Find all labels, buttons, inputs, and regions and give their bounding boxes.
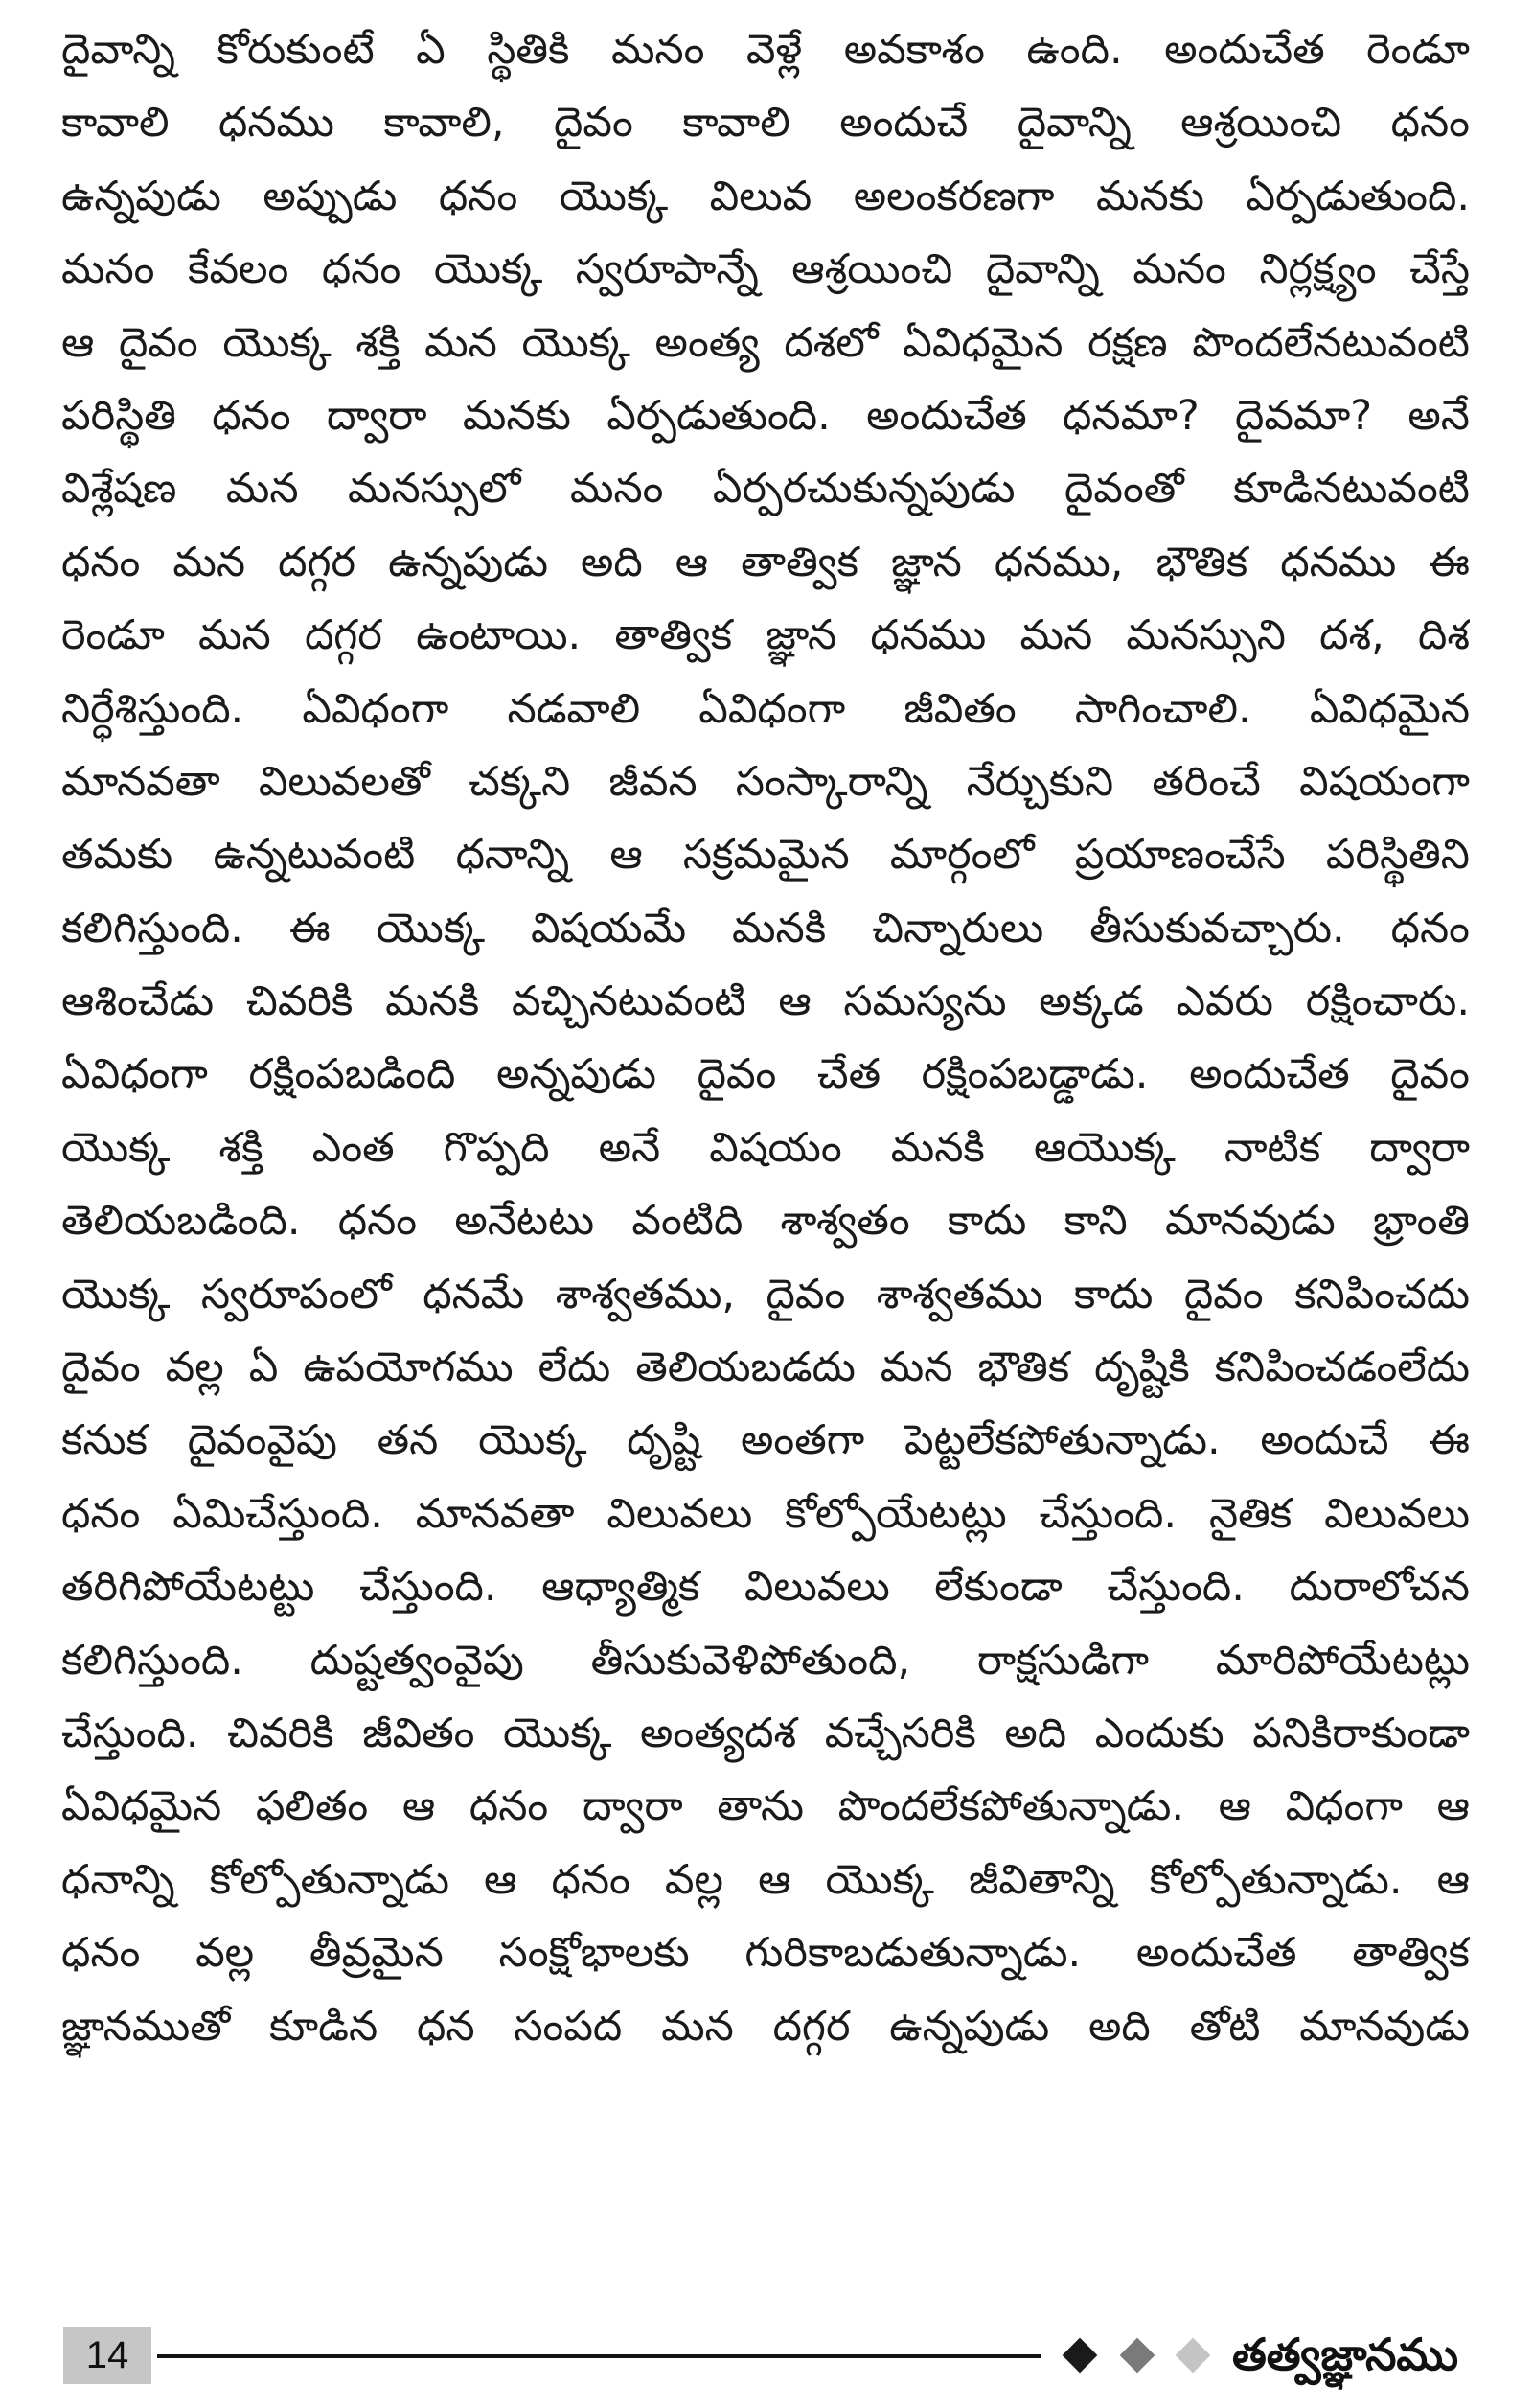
text-line: కలిగిస్తుంది. ఈ యొక్క విషయమే మనకి చిన్నారులు తీసుకువచ్చారు. ధనం — [61, 904, 1470, 952]
text-line: ధనం వల్ల తీవ్రమైన సంక్షోభాలకు గురికాబడుతున్నాడు. అందుచేత తాత్విక — [61, 1929, 1470, 1978]
text-line: యొక్క స్వరూపంలో ధనమే శాశ్వతము, దైవం శాశ్వతము కాదు దైవం కనిపించదు — [61, 1270, 1470, 1319]
text-line: ఉన్నపుడు అప్పుడు ధనం యొక్క విలువ అలంకరణగా మనకు ఏర్పడుతుంది. — [61, 172, 1470, 220]
text-line: తమకు ఉన్నటువంటి ధనాన్ని ఆ సక్రమమైన మార్గంలో ప్రయాణంచేసే పరిస్థితిని — [61, 831, 1470, 880]
text-line: జ్ఞానముతో కూడిన ధన సంపద మన దగ్గర ఉన్నపుడు అది తోటి మానవుడు — [61, 2002, 1470, 2051]
page-number: 14 — [63, 2327, 151, 2384]
footer-rule — [157, 2354, 1041, 2358]
book-title: తత్వజ్ఞానము — [1232, 2328, 1458, 2380]
body-text — [61, 13, 1470, 2063]
diamond-medium-icon — [1120, 2338, 1155, 2374]
text-line: ఆ దైవం యొక్క శక్తి మన యొక్క అంత్య దశలో ఏవిధమైన రక్షణ పొందలేనటువంటి — [61, 318, 1470, 367]
page-footer — [63, 2319, 1472, 2396]
text-line: మనం కేవలం ధనం యొక్క స్వరూపాన్నే ఆశ్రయించి దైవాన్ని మనం నిర్లక్ష్యం చేస్తే — [61, 245, 1470, 294]
text-line: కావాలి ధనము కావాలి, దైవం కావాలి అందుచే దైవాన్ని ఆశ్రయించి ధనం — [61, 99, 1470, 148]
text-line: ఆశించేడు చివరికి మనకి వచ్చినటువంటి ఆ సమస్యను అక్కడ ఎవరు రక్షించారు. — [61, 977, 1470, 1026]
text-line: యొక్క శక్తి ఎంత గొప్పది అనే విషయం మనకి ఆయొక్క నాటిక ద్వారా — [61, 1123, 1470, 1172]
text-line: ఏవిధమైన ఫలితం ఆ ధనం ద్వారా తాను పొందలేకపోతున్నాడు. ఆ విధంగా ఆ — [61, 1782, 1470, 1831]
text-line: ధనాన్ని కోల్పోతున్నాడు ఆ ధనం వల్ల ఆ యొక్క జీవితాన్ని కోల్పోతున్నాడు. ఆ — [61, 1855, 1470, 1904]
text-line: తరిగిపోయేటట్టు చేస్తుంది. ఆధ్యాత్మిక విలువలు లేకుండా చేస్తుంది. దురాలోచన — [61, 1563, 1470, 1612]
diamond-dark-icon — [1063, 2338, 1098, 2374]
text-line: ధనం మన దగ్గర ఉన్నపుడు అది ఆ తాత్విక జ్ఞాన ధనము, భౌతిక ధనము ఈ — [61, 538, 1470, 586]
text-line: దైవం వల్ల ఏ ఉపయోగము లేదు తెలియబడదు మన భౌతిక దృష్టికి కనిపించడంలేదు — [61, 1343, 1470, 1392]
diamond-light-icon — [1176, 2338, 1211, 2374]
text-line: విశ్లేషణ మన మనస్సులో మనం ఏర్పరచుకున్నపుడు దైవంతో కూడినటువంటి — [61, 465, 1470, 514]
text-line: చేస్తుంది. చివరికి జీవితం యొక్క అంత్యదశ వచ్చేసరికి అది ఎందుకు పనికిరాకుండా — [61, 1709, 1470, 1757]
text-line: రెండూ మన దగ్గర ఉంటాయి. తాత్విక జ్ఞాన ధనము మన మనస్సుని దశ, దిశ — [61, 611, 1470, 660]
text-line: పరిస్థితి ధనం ద్వారా మనకు ఏర్పడుతుంది. అందుచేత ధనమా? దైవమా? అనే — [61, 391, 1470, 440]
text-line: నిర్ధేశిస్తుంది. ఏవిధంగా నడవాలి ఏవిధంగా జీవితం సాగించాలి. ఏవిధమైన — [61, 684, 1470, 733]
text-line: కనుక దైవంవైపు తన యొక్క దృష్టి అంతగా పెట్టలేకపోతున్నాడు. అందుచే ఈ — [61, 1416, 1470, 1465]
text-line: మానవతా విలువలతో చక్కని జీవన సంస్కారాన్ని నేర్చుకుని తరించే విషయంగా — [61, 757, 1470, 806]
text-line: ధనం ఏమిచేస్తుంది. మానవతా విలువలు కోల్పోయేటట్లు చేస్తుంది. నైతిక విలువలు — [61, 1489, 1470, 1538]
text-line: దైవాన్ని కోరుకుంటే ఏ స్థితికి మనం వెళ్లే అవకాశం ఉంది. అందుచేత రెండూ — [61, 26, 1470, 74]
text-line: ఏవిధంగా రక్షింపబడింది అన్నపుడు దైవం చేత రక్షింపబడ్డాడు. అందుచేత దైవం — [61, 1050, 1470, 1099]
text-line: తెలియబడింది. ధనం అనేటటు వంటిది శాశ్వతం కాదు కాని మానవుడు భ్రాంతి — [61, 1197, 1470, 1246]
text-line: కలిగిస్తుంది. దుష్టత్వంవైపు తీసుకువెళిపోతుంది, రాక్షసుడిగా మారిపోయేటట్లు — [61, 1636, 1470, 1685]
